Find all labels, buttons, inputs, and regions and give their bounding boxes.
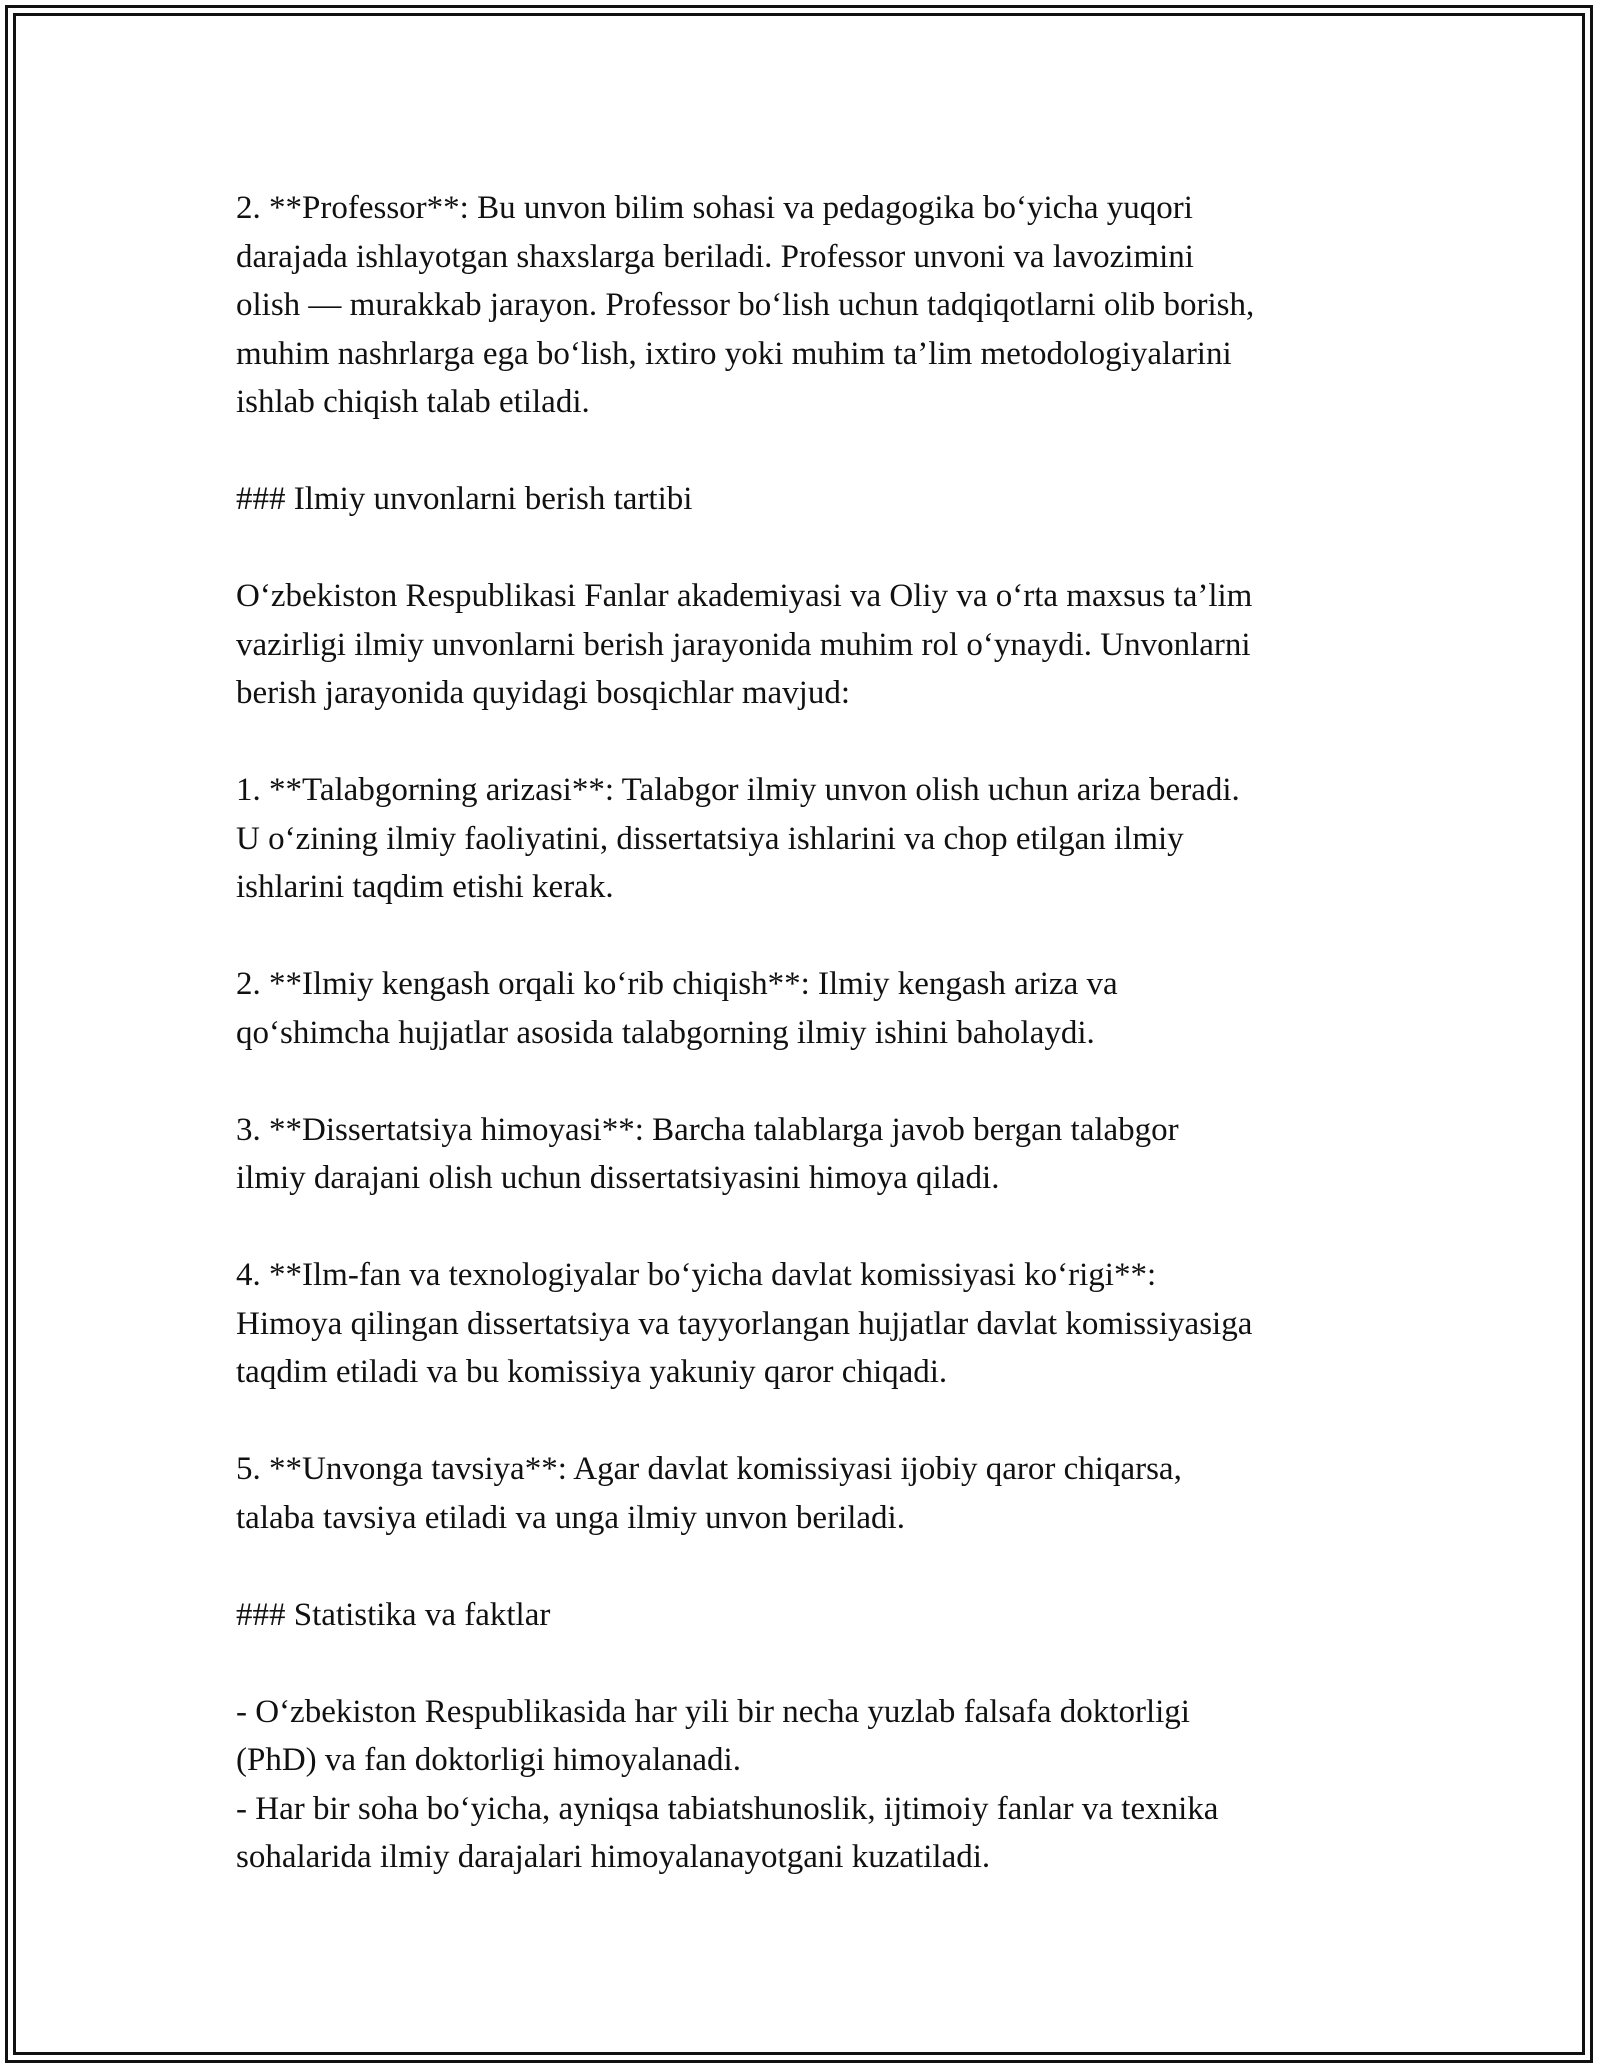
text-line: qo‘shimcha hujjatlar asosida talabgorning ilmiy ishini baholaydi.: [236, 1014, 1095, 1051]
list-item-commission-review: [236, 1251, 1386, 1397]
document-body: [236, 184, 1386, 1882]
text-line: O‘zbekiston Respublikasi Fanlar akademiyasi va Oliy va o‘rta maxsus ta’lim: [236, 578, 1253, 614]
bullet-list-facts: [236, 1688, 1386, 1882]
text-line: 4. **Ilm-fan va texnologiyalar bo‘yicha davlat komissiyasi ko‘rigi**:: [236, 1257, 1157, 1293]
heading-text: ### Statistika va faktlar: [236, 1596, 551, 1633]
text-line: - Har bir soha bo‘yicha, ayniqsa tabiatshunoslik, ijtimoiy fanlar va texnika: [236, 1790, 1219, 1827]
text-line: 5. **Unvonga tavsiya**: Agar davlat komissiyasi ijobiy qaror chiqarsa,: [236, 1451, 1182, 1487]
list-item-professor: [236, 184, 1386, 427]
text-line: 3. **Dissertatsiya himoyasi**: Barcha talablarga javob bergan talabgor: [236, 1111, 1179, 1148]
text-line: muhim nashrlarga ega bo‘lish, ixtiro yoki muhim ta’lim metodologiyalarini: [236, 335, 1232, 372]
text-line: ishlarini taqdim etishi kerak.: [236, 869, 614, 905]
section-heading-procedure: [236, 475, 1386, 524]
intro-paragraph: [236, 572, 1386, 718]
list-item-application: [236, 766, 1386, 912]
text-line: olish — murakkab jarayon. Professor bo‘lish uchun tadqiqotlarni olib borish,: [236, 287, 1255, 323]
section-heading-statistics: [236, 1591, 1386, 1640]
list-item-defense: [236, 1106, 1386, 1203]
text-line: - O‘zbekiston Respublikasida har yili bir necha yuzlab falsafa doktorligi: [236, 1693, 1190, 1730]
text-line: ilmiy darajani olish uchun dissertatsiyasini himoya qiladi.: [236, 1160, 1000, 1196]
text-line: talaba tavsiya etiladi va unga ilmiy unvon beriladi.: [236, 1499, 905, 1536]
heading-text: ### Ilmiy unvonlarni berish tartibi: [236, 481, 693, 517]
text-line: 2. **Ilmiy kengash orqali ko‘rib chiqish**: Ilmiy kengash ariza va: [236, 966, 1118, 1002]
text-line: darajada ishlayotgan shaxslarga beriladi. Professor unvoni va lavozimini: [236, 238, 1194, 275]
text-line: Himoya qilingan dissertatsiya va tayyorlangan hujjatlar davlat komissiyasiga: [236, 1305, 1253, 1342]
text-line: berish jarayonida quyidagi bosqichlar mavjud:: [236, 675, 851, 711]
list-item-council-review: [236, 960, 1386, 1057]
text-line: taqdim etiladi va bu komissiya yakuniy qaror chiqadi.: [236, 1354, 948, 1390]
text-line: ishlab chiqish talab etiladi.: [236, 384, 590, 420]
text-line: U o‘zining ilmiy faoliyatini, dissertatsiya ishlarini va chop etilgan ilmiy: [236, 820, 1184, 857]
text-line: 1. **Talabgorning arizasi**: Talabgor ilmiy unvon olish uchun ariza beradi.: [236, 772, 1240, 808]
text-line: 2. **Professor**: Bu unvon bilim sohasi va pedagogika bo‘yicha yuqori: [236, 190, 1193, 226]
list-item-recommendation: [236, 1445, 1386, 1542]
text-line: sohalarida ilmiy darajalari himoyalanayotgani kuzatiladi.: [236, 1839, 991, 1875]
text-line: vazirligi ilmiy unvonlarni berish jarayonida muhim rol o‘ynaydi. Unvonlarni: [236, 626, 1251, 663]
text-line: (PhD) va fan doktorligi himoyalanadi.: [236, 1742, 741, 1778]
